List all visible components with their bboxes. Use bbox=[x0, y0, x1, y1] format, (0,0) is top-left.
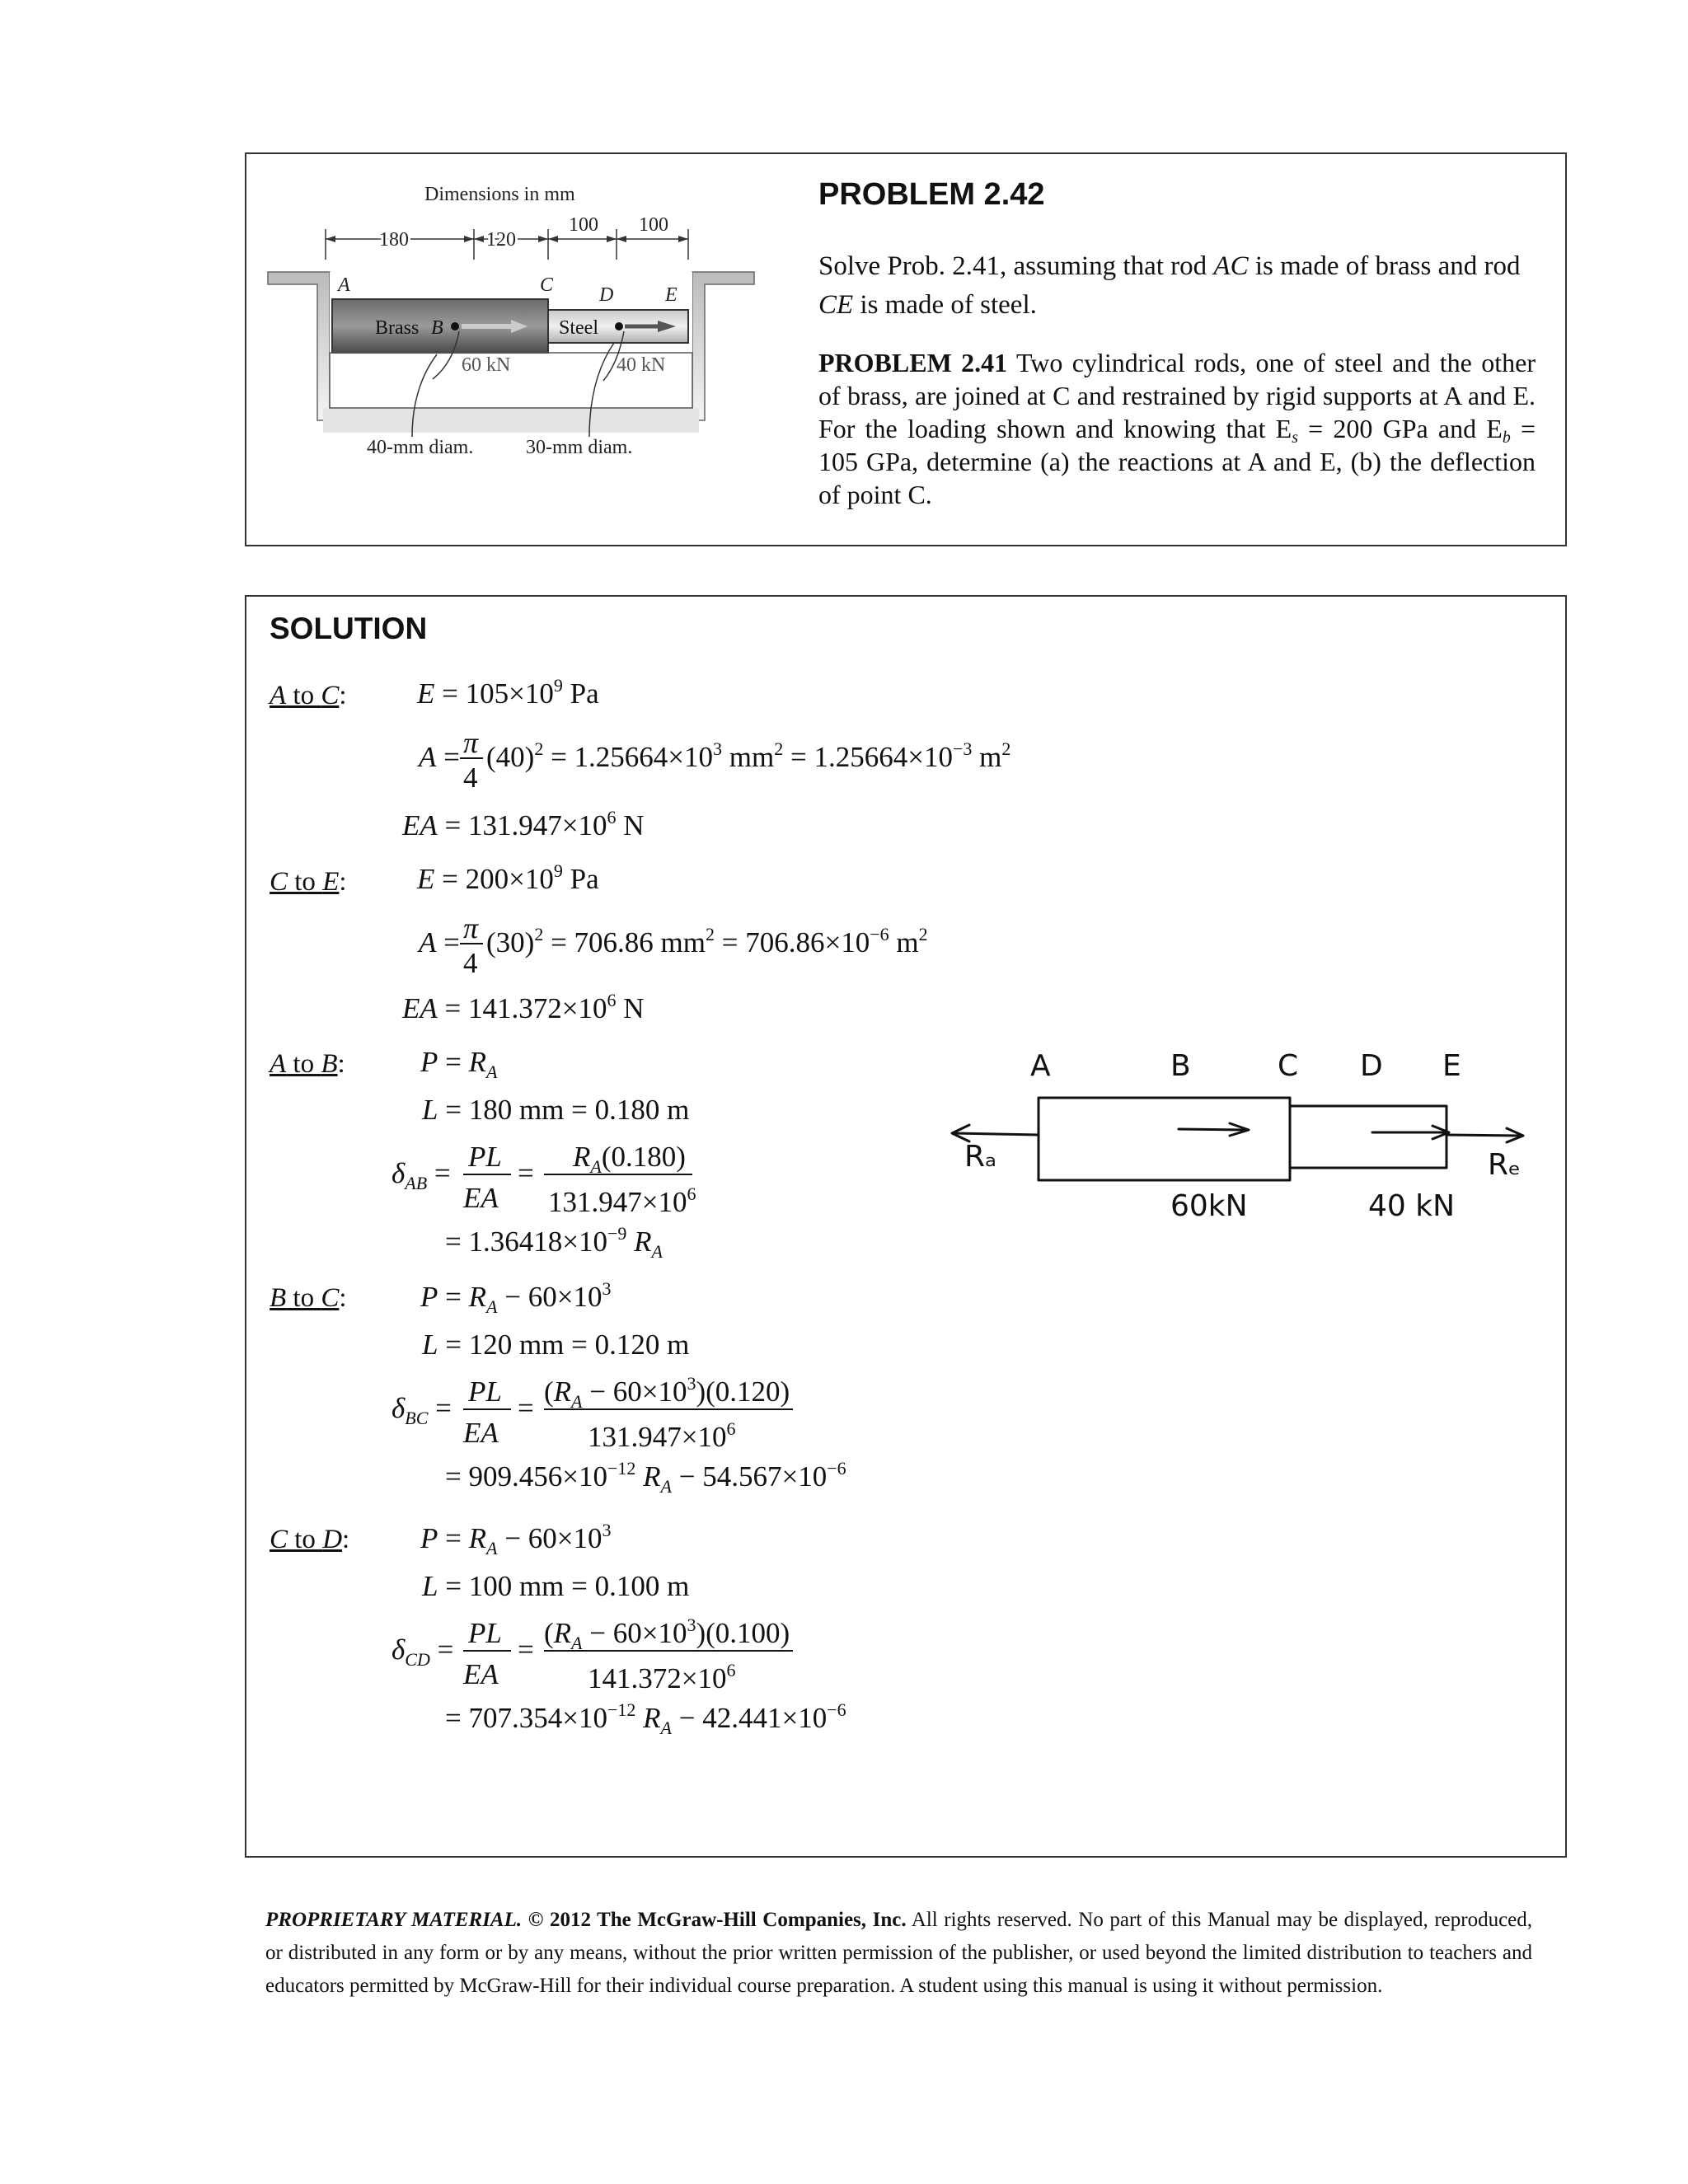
sketch-reaction-e: Rₑ bbox=[1488, 1148, 1522, 1182]
section-label-b-to-c: B to C: bbox=[270, 1283, 347, 1313]
sketch-reaction-a: Rₐ bbox=[964, 1140, 997, 1174]
svg-text:131.947×106: $131.947\times 10^6$ bbox=[548, 1183, 696, 1218]
figure-diam-brass: 40-mm diam. bbox=[367, 437, 474, 458]
sketch-point-d: D bbox=[1360, 1049, 1383, 1083]
svg-text:A =: A = bbox=[419, 926, 460, 958]
problem-241-statement: PROBLEM 2.41 Two cylindrical rods, one of steel and the other of brass, are joined at C and restrained by rigid supports at A and E. For the loading shown and knowing that $E_s = 200$ GPa and $E_b = 105$ GPa, determine (a) the reactions at A and E, (b) the deflection of point C. bbox=[818, 348, 1536, 509]
svg-text:= 1.36418×10−9 RA: = $1.36418\times 10^{-9}$ $R_A$ bbox=[445, 1223, 663, 1262]
svg-text:=: = bbox=[518, 1633, 534, 1666]
figure-point-e: E bbox=[665, 284, 678, 306]
section-label-c-to-e: C to E: bbox=[270, 867, 347, 897]
svg-text:=: = bbox=[518, 1392, 534, 1424]
svg-text:RA(0.180): $R_A(0.180)$ bbox=[573, 1141, 686, 1177]
svg-text:L = 100 mm = 0.100 m: L = 100 mm = 0.100 m bbox=[422, 1570, 690, 1602]
svg-text:P = RA − 60×103: $P = R_A - 60\times 10^3$ bbox=[420, 1520, 612, 1558]
figure-steel-label: Steel bbox=[559, 317, 598, 339]
svg-text:EA: EA bbox=[463, 1417, 499, 1449]
svg-text:(RA − 60×103)(0.100): $(R_A - 60\times 10^3)(0.100)$ bbox=[544, 1615, 790, 1653]
svg-text:EA: EA bbox=[463, 1182, 499, 1214]
svg-text:δCD =: $\delta_{CD}$ = bbox=[392, 1633, 454, 1670]
problem-statement: Solve Prob. 2.41, assuming that rod AC is made of brass and rod CE is made of steel. bbox=[818, 251, 1521, 320]
svg-text:P = RA − 60×103: $P = R_A - 60\times 10^3$ bbox=[420, 1278, 612, 1317]
section-label-a-to-c: A to C: bbox=[270, 681, 347, 710]
figure-dim-100b: 100 bbox=[639, 214, 668, 236]
figure-diam-steel: 30-mm diam. bbox=[526, 437, 633, 458]
svg-text:A =: A = bbox=[419, 741, 460, 773]
figure-dim-100a: 100 bbox=[569, 214, 598, 236]
svg-text:δBC =: $\delta_{BC}$ = bbox=[392, 1392, 452, 1428]
solution-heading: SOLUTION bbox=[270, 612, 428, 645]
section-label-a-to-b: A to B: bbox=[270, 1049, 345, 1079]
copyright-footer: PROPRIETARY MATERIAL. © 2012 The McGraw-Hill Companies, Inc. All rights reserved. No part of this Manual may be displayed, reproduced, or distributed in any form or by any means, without the prior written permission of the publisher, or used beyond the limited distribution to teachers and educators permitted by McGraw-Hill for their individual course preparation. A student using this manual is using it without permission. bbox=[265, 1909, 1533, 1997]
svg-text:L = 180 mm = 0.180 m: L = 180 mm = 0.180 m bbox=[422, 1094, 690, 1126]
equations-c-to-d bbox=[387, 1519, 964, 1741]
figure-brass-label: Brass bbox=[375, 317, 420, 339]
svg-text:(RA − 60×103)(0.120): $(R_A - 60\times 10^3)(0.120)$ bbox=[544, 1373, 790, 1412]
svg-text:= 909.456×10−12 RA − 54.567×10: = $909.456\times 10^{-12}$ $R_A - 54.567\times 10^{-6}$ bbox=[445, 1458, 846, 1497]
svg-text:EA = 131.947×106 N: EA = $131.947\times 10^6$ N bbox=[402, 807, 645, 841]
sketch-point-c: C bbox=[1278, 1049, 1299, 1083]
figure-load-d: 40 kN bbox=[617, 354, 666, 376]
svg-text:(40)2 = 1.25664×103 mm2 = 1.25: $(40)^2 = 1.25664\times 10^3$ $mm^2 = 1.25664\times 10^{-3}$ $m^2$ bbox=[486, 738, 1011, 773]
svg-text:131.947×106: $131.947\times 10^6$ bbox=[588, 1418, 736, 1453]
problem-figure bbox=[264, 173, 775, 486]
figure-load-b: 60 kN bbox=[462, 354, 511, 376]
svg-text:4: 4 bbox=[463, 762, 478, 794]
svg-text:EA = 141.372×106 N: EA = $141.372\times 10^6$ N bbox=[402, 990, 645, 1024]
svg-text:4: 4 bbox=[463, 947, 478, 979]
svg-text:=: = bbox=[518, 1157, 534, 1189]
svg-text:δAB =: $\delta_{AB}$ = bbox=[392, 1157, 451, 1193]
svg-text:E = 105×109 Pa: $E = 105\times 10^9$ Pa bbox=[417, 675, 599, 710]
svg-text:PL: PL bbox=[468, 1141, 502, 1173]
equations-a-to-e bbox=[387, 672, 1129, 1034]
sketch-load-b: 60kN bbox=[1170, 1189, 1248, 1223]
sketch-point-b: B bbox=[1170, 1049, 1191, 1083]
svg-text:π: π bbox=[463, 726, 479, 759]
figure-dim-120: 120 bbox=[486, 229, 516, 251]
svg-text:E = 200×109 Pa: $E = 200\times 10^9$ Pa bbox=[417, 860, 599, 895]
problem-title: PROBLEM 2.42 bbox=[818, 177, 1045, 212]
svg-text:π: π bbox=[463, 912, 479, 944]
svg-text:PL: PL bbox=[468, 1376, 502, 1408]
figure-point-d: D bbox=[599, 284, 614, 306]
sketch-load-d: 40 kN bbox=[1368, 1189, 1456, 1223]
equations-b-to-c bbox=[387, 1277, 964, 1500]
figure-point-c: C bbox=[540, 274, 554, 296]
svg-text:(30)2 = 706.86 mm2 = 706.86×10: $(30)^2 = 706.86$ $mm^2 = 706.86\times 10^{-6}$ $m^2$ bbox=[486, 924, 928, 958]
svg-text:L = 120 mm = 0.120 m: L = 120 mm = 0.120 m bbox=[422, 1329, 690, 1361]
section-label-c-to-d: C to D: bbox=[270, 1525, 350, 1554]
figure-point-b: B bbox=[431, 317, 443, 339]
svg-text:EA: EA bbox=[463, 1658, 499, 1690]
sketch-point-e: E bbox=[1442, 1049, 1461, 1083]
svg-text:PL: PL bbox=[468, 1617, 502, 1649]
svg-text:P = RA: $P = R_A$ bbox=[420, 1046, 498, 1082]
svg-text:141.372×106: $141.372\times 10^6$ bbox=[588, 1660, 736, 1694]
figure-dim-180: 180 bbox=[379, 229, 409, 251]
figure-dimensions-title: Dimensions in mm bbox=[424, 184, 575, 205]
free-body-sketch bbox=[940, 1043, 1550, 1232]
sketch-point-a: A bbox=[1030, 1049, 1051, 1083]
svg-text:= 707.354×10−12 RA − 42.441×10: = $707.354\times 10^{-12}$ $R_A - 42.441\times 10^{-6}$ bbox=[445, 1699, 846, 1738]
figure-point-a: A bbox=[338, 274, 350, 296]
equations-a-to-b bbox=[387, 1043, 964, 1265]
